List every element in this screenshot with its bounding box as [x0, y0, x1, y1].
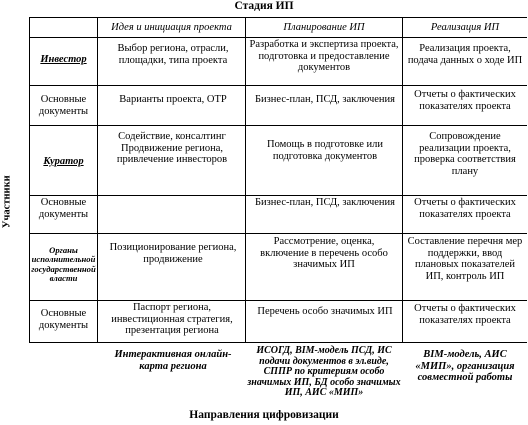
diagram-footer: Направления цифровизации [189, 409, 339, 421]
cell-investor-docs-planning: Бизнес-план, ПСД, заключения [255, 94, 395, 105]
row-label-investor-docs: Основные документы [38, 94, 89, 117]
row-label-curator: Куратор [43, 156, 84, 167]
cell-digital-idea: Интерактивная онлайн-карта региона [114, 349, 232, 372]
cell-digital-planning: ИСОГД, BIM-модель ПСД, ИС подачи документов в эл.виде, СППР по критериям особо значимых ИП, БД особо значимых ИП, АИС «МИП» [247, 345, 401, 399]
row-label-curator-docs: Основные документы [38, 197, 89, 220]
cell-investor-realization: Реализация проекта, подача данных о ходе ИП [407, 43, 523, 66]
row-label-authority: Органы исполнительной государственной власти [31, 245, 96, 284]
grid-line-row4 [29, 233, 527, 234]
diagram-title: Стадия ИП [234, 0, 294, 12]
grid-line-row2 [29, 125, 527, 126]
grid-line-row1 [29, 85, 527, 86]
grid-line-col1 [97, 17, 98, 342]
cell-curator-docs-planning: Бизнес-план, ПСД, заключения [255, 197, 395, 208]
cell-curator-realization: Сопровождение реализации проекта, проверка соответствия плану [414, 131, 516, 177]
grid-line-row5 [29, 300, 527, 301]
row-label-investor: Инвестор [40, 54, 87, 65]
cell-authority-planning: Рассмотрение, оценка, включение в перечень особо значимых ИП [260, 236, 388, 270]
cell-curator-planning: Помощь в подготовке или подготовка документов [267, 139, 383, 162]
cell-curator-docs-realization: Отчеты о фактических показателях проекта [414, 197, 516, 220]
grid-line-bottom [29, 342, 527, 343]
grid-line-row3 [29, 195, 527, 196]
grid-line-header [29, 37, 527, 38]
cell-digital-realization: BIM-модель, АИС «МИП», организация совместной работы [415, 349, 515, 383]
grid-line-col2 [245, 17, 246, 342]
cell-investor-planning: Разработка и экспертиза проекта, подготовка и предоставление документов [249, 39, 399, 73]
cell-authority-realization: Составление перечня мер поддержки, ввод плановых показателей ИП, контроль ИП [407, 236, 523, 282]
cell-authority-docs-realization: Отчеты о фактических показателях проекта [414, 303, 516, 326]
grid-line-left [29, 17, 30, 342]
row-label-authority-docs: Основные документы [38, 308, 89, 331]
cell-investor-docs-idea: Варианты проекта, ОТР [119, 94, 227, 105]
cell-investor-docs-realization: Отчеты о фактических показателях проекта [414, 89, 516, 112]
column-header-planning: Планирование ИП [283, 22, 365, 33]
cell-authority-idea: Позиционирование региона, продвижение [109, 242, 237, 265]
participants-label: Участники [1, 175, 13, 229]
cell-investor-idea: Выбор региона, отрасли, площадки, типа проекта [117, 43, 229, 66]
column-header-idea: Идея и инициация проекта [111, 22, 232, 33]
column-header-realization: Реализация ИП [430, 22, 500, 33]
cell-curator-idea: Содействие, консалтинг Продвижение региона, привлечение инвесторов [116, 131, 228, 165]
grid-line-col3 [402, 17, 403, 342]
cell-authority-docs-idea: Паспорт региона, инвестиционная стратегия, презентация региона [111, 302, 233, 336]
grid-line-top [29, 17, 527, 18]
cell-authority-docs-planning: Перечень особо значимых ИП [257, 306, 393, 317]
